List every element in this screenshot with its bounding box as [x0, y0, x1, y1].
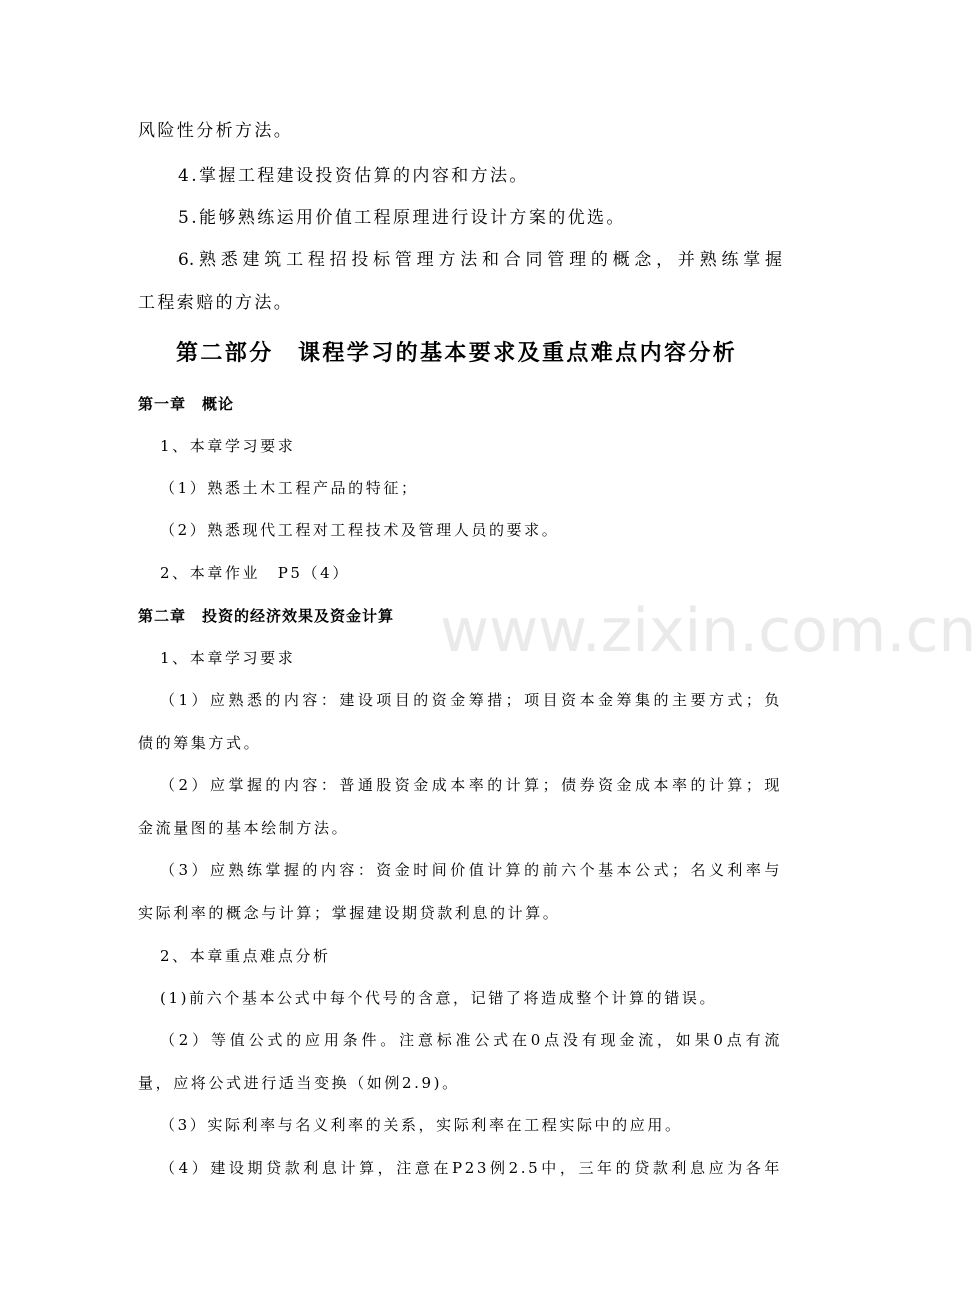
chapter-2-requirement-1: （1）应熟悉的内容：建设项目的资金筹措；项目资本金筹集的主要方式；负 — [160, 691, 782, 709]
key-point-1: (1)前六个基本公式中每个代号的含意，记错了将造成整个计算的错误。 — [160, 989, 718, 1007]
chapter-2-requirements-title: 1、本章学习要求 — [160, 649, 296, 667]
list-item-5: 5.能够熟练运用价值工程原理进行设计方案的优选。 — [178, 208, 626, 228]
chapter-2-key-points-title: 2、本章重点难点分析 — [160, 947, 331, 965]
chapter-1-homework: 2、本章作业 P5（4） — [160, 564, 350, 582]
key-point-2-cont: 量，应将公式进行适当变换（如例2.9)。 — [138, 1074, 460, 1092]
watermark: www.zixin.com.cn — [440, 596, 976, 666]
list-item-6: 6.熟悉建筑工程招投标管理方法和合同管理的概念，并熟练掌握 — [178, 250, 782, 270]
key-point-4: （4）建设期贷款利息计算，注意在P23例2.5中，三年的贷款利息应为各年 — [160, 1159, 782, 1177]
list-item-4: 4.掌握工程建设投资估算的内容和方法。 — [178, 166, 529, 186]
chapter-1-requirement-2: （2）熟悉现代工程对工程技术及管理人员的要求。 — [160, 521, 560, 539]
chapter-1-title: 第一章 概论 — [138, 395, 235, 413]
key-point-2: （2）等值公式的应用条件。注意标准公式在0点没有现金流，如果0点有流 — [160, 1031, 782, 1049]
chapter-2-requirement-2: （2）应掌握的内容：普通股资金成本率的计算；债券资金成本率的计算；现 — [160, 776, 782, 794]
chapter-2-requirement-1-cont: 债的筹集方式。 — [138, 734, 262, 752]
chapter-1-requirement-1: （1）熟悉土木工程产品的特征； — [160, 479, 419, 497]
key-point-3: （3）实际利率与名义利率的关系，实际利率在工程实际中的应用。 — [160, 1116, 683, 1134]
chapter-2-requirement-3-cont: 实际利率的概念与计算；掌握建设期贷款利息的计算。 — [138, 904, 561, 922]
chapter-1-requirements-title: 1、本章学习要求 — [160, 437, 296, 455]
chapter-2-requirement-3: （3）应熟练掌握的内容：资金时间价值计算的前六个基本公式；名义利率与 — [160, 861, 782, 879]
part-two-heading: 第二部分 课程学习的基本要求及重点难点内容分析 — [176, 341, 738, 366]
chapter-2-title: 第二章 投资的经济效果及资金计算 — [138, 607, 395, 625]
paragraph-line: 风险性分析方法。 — [138, 121, 294, 141]
chapter-2-requirement-2-cont: 金流量图的基本绘制方法。 — [138, 819, 350, 837]
paragraph-line: 工程索赔的方法。 — [138, 293, 294, 313]
